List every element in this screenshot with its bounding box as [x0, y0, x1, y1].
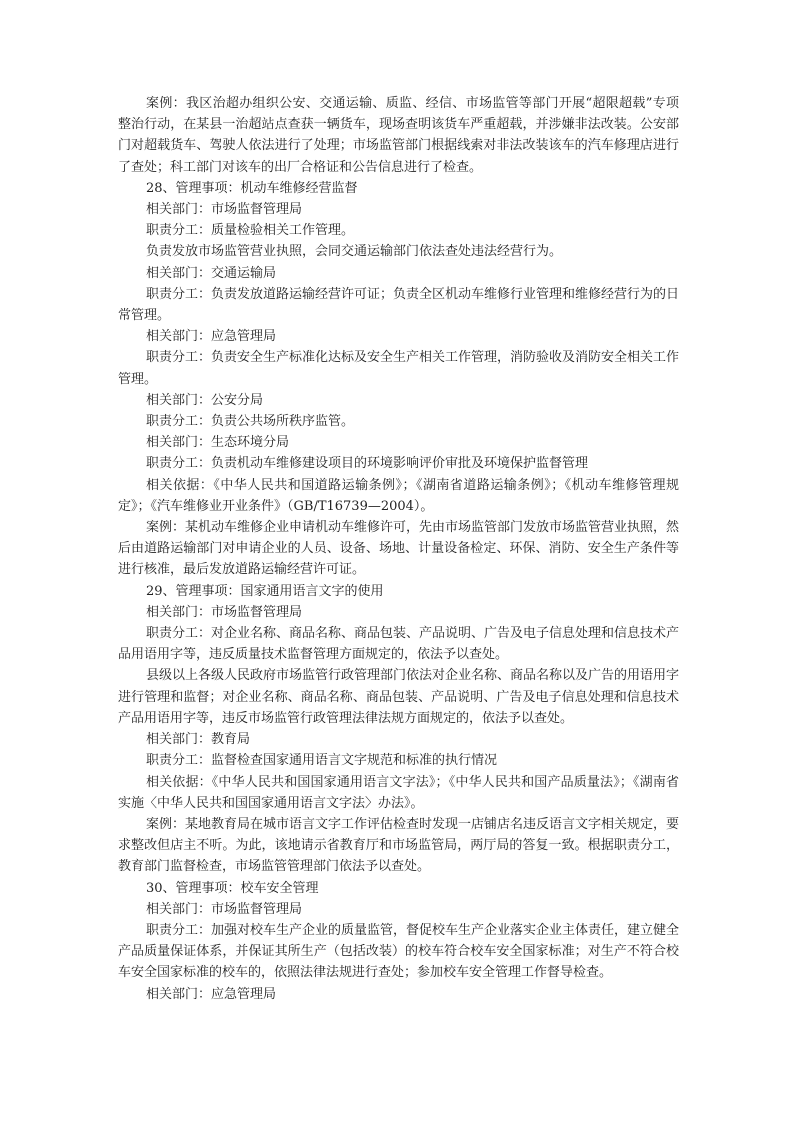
paragraph: 县级以上各级人民政府市场监管行政管理部门依法对企业名称、商品名称以及广告的用语用字进行管理和监督；对企业名称、商品名称、商品包装、产品说明、广告及电子信息处理和信息技术产品用语用字等，违反市场监管行政管理法律法规方面规定的，依法予以查处。: [118, 668, 680, 726]
paragraph: 相关依据：《中华人民共和国国家通用语言文字法》；《中华人民共和国产品质量法》；《湖南省实施〈中华人民共和国国家通用语言文字法〉办法》。: [118, 774, 679, 811]
paragraph: 相关部门：教育局: [146, 732, 251, 748]
paragraph: 职责分工：监督检查国家通用语言文字规范和标准的执行情况: [146, 753, 498, 769]
paragraph: 案例：某地教育局在城市语言文字工作评估检查时发现一店铺店名违反语言文字相关规定，要求整改但店主不听。为此，该地请示省教育厅和市场监管局，两厅局的答复一致。根据职责分工，教育部门监督检查，市场监管管理部门依法予以查处。: [118, 816, 680, 875]
paragraph: 相关部门：市场监督管理局: [146, 901, 303, 917]
paragraph: 相关部门：交通运输局: [146, 265, 277, 281]
paragraph: 职责分工：对企业名称、商品名称、商品包装、产品说明、广告及电子信息处理和信息技术产品用语用字等，违反质量技术监督管理方面规定的，依法予以查处。: [118, 626, 680, 663]
paragraph: 职责分工：质量检验相关工作管理。: [146, 223, 355, 239]
paragraph: 29、管理事项：国家通用语言文字的使用: [146, 583, 384, 599]
paragraph: 职责分工：负责安全生产标准化达标及安全生产相关工作管理，消防验收及消防安全相关工作管理。: [118, 350, 680, 387]
paragraph: 相关部门：市场监督管理局: [146, 202, 303, 218]
paragraph: 职责分工：负责机动车维修建设项目的环境影响评价审批及环境保护监督管理: [146, 456, 589, 472]
paragraph: 案例：我区治超办组织公安、交通运输、质监、经信、市场监管等部门开展“超限超载”专项整治行动，在某县一治超站点查获一辆货车，现场查明该货车严重超载，并涉嫌非法改装。公安部门对超载货车、驾驶人依法进行了处理；市场监管部门根据线索对非法改装该车的汽车修理店进行了查处；科工部门对该车的出厂合格证和公告信息进行了检查。: [118, 96, 679, 175]
paragraph: 相关部门：应急管理局: [146, 986, 277, 1002]
paragraph: 相关部门：市场监督管理局: [146, 604, 303, 620]
paragraph: 相关部门：应急管理局: [146, 329, 277, 345]
paragraph: 职责分工：负责公共场所秩序监管。: [146, 414, 355, 430]
paragraph: 职责分工：加强对校车生产企业的质量监管，督促校车生产企业落实企业主体责任，建立健全产品质量保证体系，并保证其所生产（包括改装）的校车符合校车安全国家标准；对生产不符合校车安全国家标准的校车的，依照法律法规进行查处；参加校车安全管理工作督导检查。: [118, 922, 680, 981]
paragraph: 相关依据：《中华人民共和国道路运输条例》；《湖南省道路运输条例》；《机动车维修管理规定》；《汽车维修业开业条件》（GB/T16739—2004）。: [118, 477, 679, 514]
paragraph: 案例：某机动车维修企业申请机动车维修许可，先由市场监管部门发放市场监管营业执照，然后由道路运输部门对申请企业的人员、设备、场地、计量设备检定、环保、消防、安全生产条件等进行核准，最后发放道路运输经营许可证。: [118, 520, 680, 578]
paragraph: 负责发放市场监管营业执照，会同交通运输部门依法查处违法经营行为。: [146, 244, 563, 260]
paragraph: 30、管理事项：校车安全管理: [146, 880, 319, 896]
paragraph: 职责分工：负责发放道路运输经营许可证；负责全区机动车维修行业管理和维修经营行为的日常管理。: [118, 286, 680, 324]
paragraph: 相关部门：公安分局: [146, 392, 264, 408]
document-body: [118, 93, 679, 1005]
paragraph: 28、管理事项：机动车维修经营监督: [146, 180, 358, 196]
paragraph: 相关部门：生态环境分局: [146, 435, 290, 451]
